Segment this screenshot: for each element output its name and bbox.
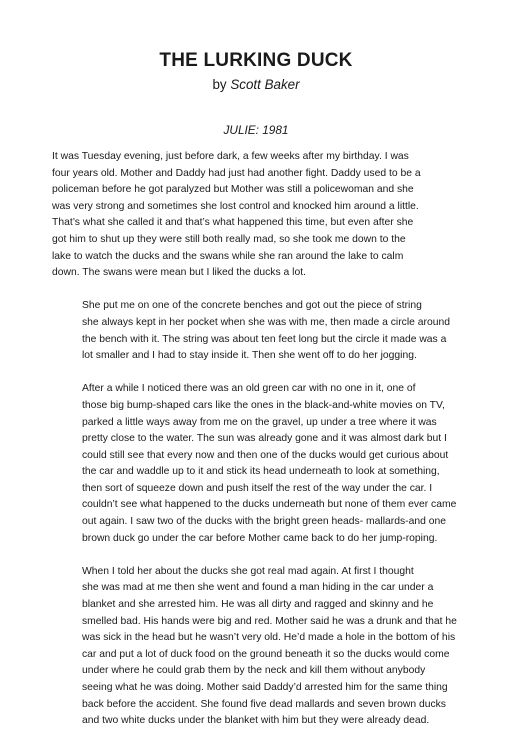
paragraph-line: she was mad at me then she went and found a man hiding in the car under a — [82, 582, 434, 594]
paragraph-line: under where he could grab them by the neck and kill them without anybody — [82, 665, 426, 677]
paragraph-line: parked a little ways away from me on the gravel, up under a tree where it was — [82, 416, 437, 428]
paragraph-line: lot smaller and I had to stay inside it. Then she went off to do her jogging. — [82, 350, 417, 362]
paragraph — [52, 298, 470, 364]
byline — [0, 76, 512, 94]
story-body — [52, 149, 470, 746]
paragraph-line: was very strong and sometimes she lost control and knocked him around a little. — [52, 200, 419, 212]
paragraph-line: and two white ducks under the blanket with him but they were already dead. — [82, 715, 430, 727]
paragraph-line: That’s what she called it and that’s what happened this time, but even after she — [52, 217, 414, 229]
paragraph-line: When I told her about the ducks she got real mad again. At first I thought — [82, 565, 414, 577]
paragraph-line: four years old. Mother and Daddy had just had another fight. Daddy used to be a — [52, 167, 421, 179]
paragraph-line: She put me on one of the concrete benches and got out the piece of string — [82, 300, 422, 312]
byline-prefix: by — [212, 77, 227, 92]
paragraph-line: the car and waddle up to it and stick its head underneath to look at something, — [82, 466, 440, 478]
paragraph — [52, 564, 470, 730]
paragraph-line: she always kept in her pocket when she was with me, then made a circle around — [82, 316, 450, 328]
paragraph-line: seeing what he was doing. Mother said Daddy’d arrested him for the same thing — [82, 682, 448, 693]
paragraph-line: After a while I noticed there was an old green car with no one in it, one of — [82, 383, 416, 395]
story-title: THE LURKING DUCK — [159, 50, 353, 71]
paragraph-line: got him to shut up they were still both really mad, so she took me down to the — [52, 233, 406, 245]
paragraph-line: brown duck go under the car before Mother came back to do her jump-roping. — [82, 532, 438, 544]
paragraph-line: It was Tuesday evening, just before dark, a few weeks after my birthday. I was — [52, 151, 409, 162]
paragraph-line: blanket and she arrested him. He was all dirty and ragged and skinny and he — [82, 599, 434, 611]
paragraph-line: could still see that every now and then one of the ducks would get curious about — [82, 449, 449, 461]
paragraph-line: out again. I saw two of the ducks with the bright green heads- mallards-and one — [82, 516, 446, 528]
paragraph-line: those big bump-shaped cars like the ones in the black-and-white movies on TV, — [82, 399, 445, 411]
paragraph-line: car and put a lot of duck food on the ground beneath it so the ducks would come — [82, 648, 450, 660]
paragraph-line: couldn’t see what happened to the ducks underneath but none of them ever came — [82, 499, 457, 511]
paragraph-line: back before the accident. She found five dead mallards and seven brown ducks — [82, 698, 446, 710]
paragraph-line: lake to watch the ducks and the swans while she ran around the lake to calm — [52, 250, 404, 262]
paragraph-line: policeman before he got paralyzed but Mother was still a policewoman and she — [52, 184, 414, 196]
paragraph-line: pretty close to the water. The sun was already gone and it was almost dark but I — [82, 433, 447, 445]
paragraph-line: then sort of squeeze down and push itself the rest of the way under the car. I — [82, 482, 433, 494]
paragraph-line: was sick in the head but he wasn’t very old. He’d made a hole in the bottom of his — [82, 632, 456, 644]
paragraph-line: down. The swans were mean but I liked the ducks a lot. — [52, 267, 306, 279]
paragraph-line: the bench with it. The string was about ten feet long but the circle it made was a — [82, 333, 447, 345]
section-heading: JULIE: 1981 — [223, 123, 289, 137]
paragraph — [52, 381, 470, 547]
paragraph — [52, 149, 470, 282]
paragraph-line: smelled bad. His hands were big and red. Mother said he was a drunk and that he — [82, 615, 457, 627]
author-name: Scott Baker — [230, 77, 300, 92]
